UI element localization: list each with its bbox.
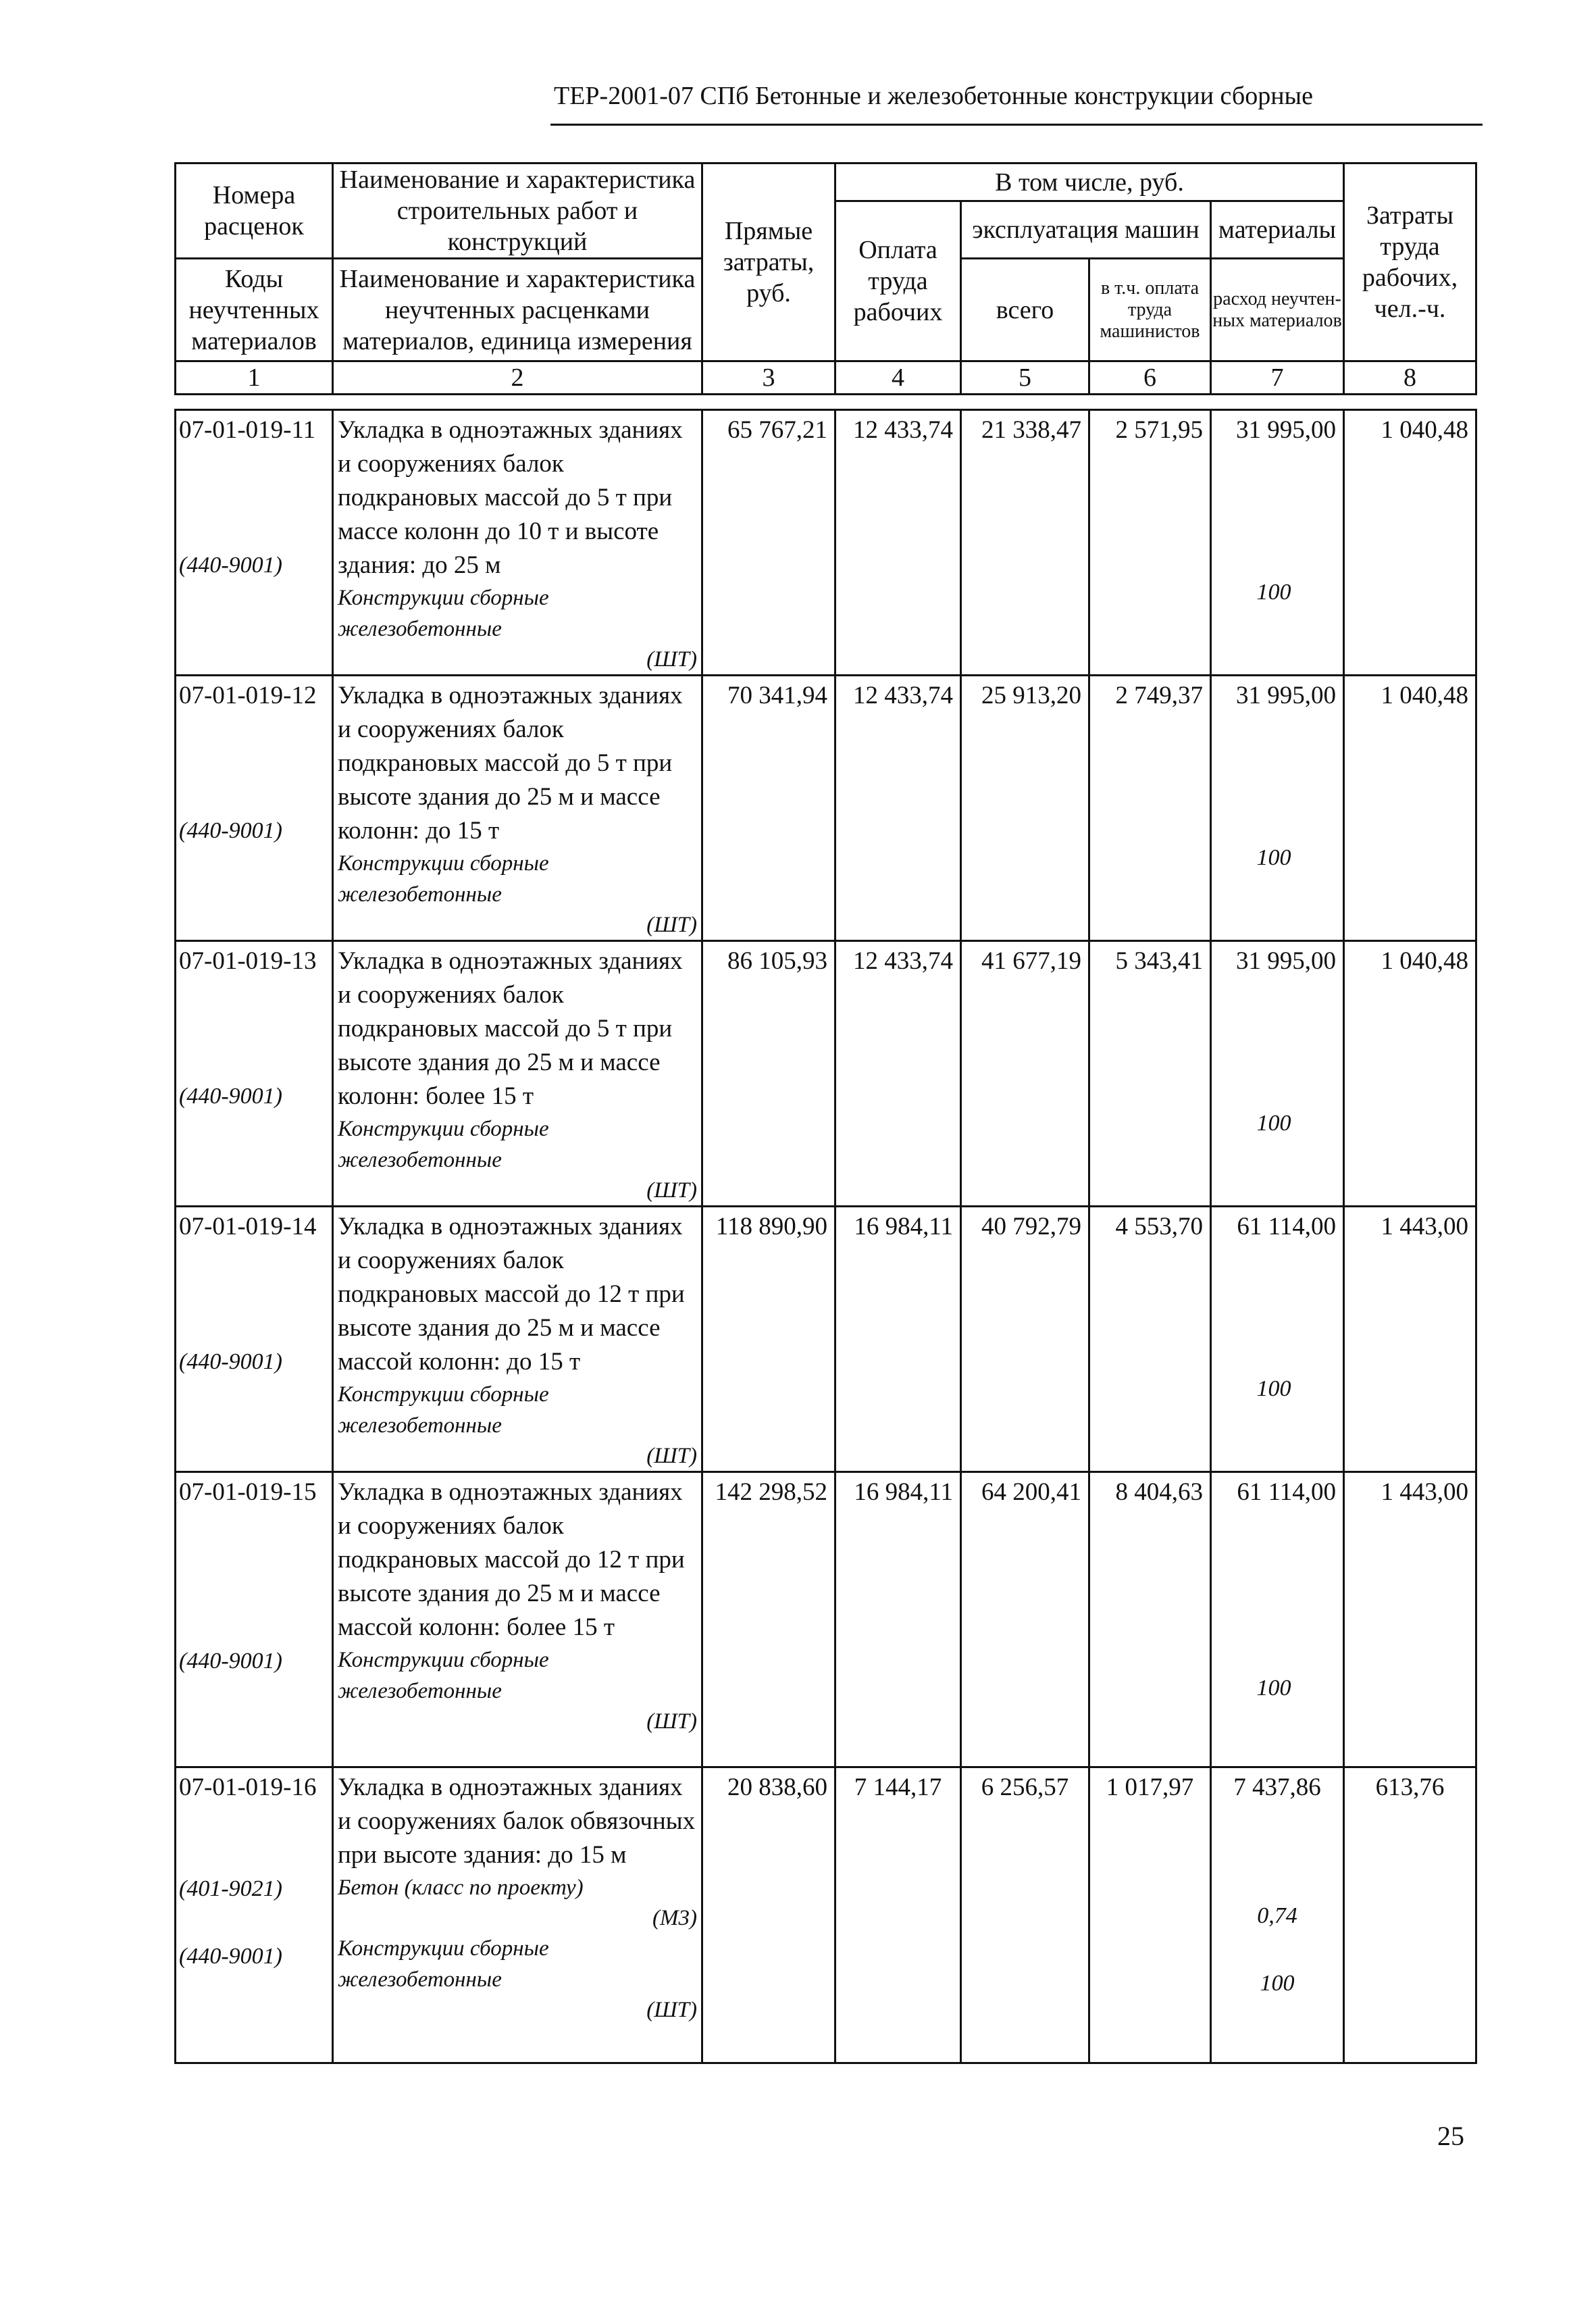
rate-code: 07-01-019-15 xyxy=(179,1478,317,1506)
labor-hours: 1 443,00 xyxy=(1344,1472,1476,1767)
worker-pay: 7 144,17 xyxy=(835,1767,961,2063)
header-num-2: 2 xyxy=(333,361,702,395)
materials-cost: 7 437,86 xyxy=(1233,1774,1321,1801)
machines-total: 6 256,57 xyxy=(961,1767,1089,2063)
direct-costs: 142 298,52 xyxy=(702,1472,835,1767)
materials-cost: 31 995,00 xyxy=(1236,416,1336,444)
header-machines: эксплуатация машин xyxy=(961,201,1211,259)
operator-pay: 5 343,41 xyxy=(1089,941,1211,1207)
material-quantity: 0,74 xyxy=(1257,1903,1297,1928)
machines-total: 41 677,19 xyxy=(961,941,1089,1207)
table-row xyxy=(176,410,1476,676)
materials-cost: 31 995,00 xyxy=(1236,947,1336,975)
header-labor-hours: Затраты труда рабочих, чел.-ч. xyxy=(1344,164,1476,361)
labor-hours: 613,76 xyxy=(1344,1767,1476,2063)
rate-code: 07-01-019-12 xyxy=(179,682,317,709)
operator-pay: 2 749,37 xyxy=(1089,676,1211,941)
worker-pay: 12 433,74 xyxy=(835,410,961,676)
material-unit: (ШТ) xyxy=(646,1709,697,1734)
page-number: 25 xyxy=(1437,2121,1464,2151)
header-num-6: 6 xyxy=(1089,361,1211,395)
header-rate-numbers: Номера расценок xyxy=(176,164,333,259)
work-title: Укладка в одноэтажных зданиях и сооружениях балок обвязочных при высоте здания: до 15 м xyxy=(338,1774,696,1869)
material-name: Конструкции сборные железобетонные xyxy=(338,1648,549,1703)
header-materials: материалы xyxy=(1211,201,1344,259)
running-head: ТЕР-2001-07 СПб Бетонные и железобетонные конструкции сборные xyxy=(554,82,1313,110)
material-quantity: 100 xyxy=(1256,580,1291,605)
table-row xyxy=(176,676,1476,941)
header-material-names: Наименование и характеристика неучтенных расценками материалов, единица измерения xyxy=(333,259,702,361)
materials-cost: 61 114,00 xyxy=(1237,1213,1336,1240)
operator-pay: 1 017,97 xyxy=(1089,1767,1211,2063)
material-unit: (ШТ) xyxy=(646,1444,697,1468)
material-quantity: 100 xyxy=(1256,845,1291,870)
material-unit: (ШТ) xyxy=(646,913,697,937)
material-code: (440-9001) xyxy=(179,818,282,843)
work-title: Укладка в одноэтажных зданиях и сооружениях балок подкрановых массой до 5 т при высоте здания до 25 м и массе колонн: более 15 т xyxy=(338,947,683,1110)
worker-pay: 16 984,11 xyxy=(835,1472,961,1767)
header-worker-pay: Оплата труда рабочих xyxy=(835,201,961,361)
table-header xyxy=(174,162,1477,395)
material-code: (401-9021) xyxy=(179,1876,282,1901)
operator-pay: 8 404,63 xyxy=(1089,1472,1211,1767)
material-name: Конструкции сборные железобетонные xyxy=(338,851,549,907)
material-name: Бетон (класс по проекту) xyxy=(338,1876,584,1900)
header-work-name: Наименование и характеристика строительных работ и конструкций xyxy=(333,164,702,259)
rate-code: 07-01-019-16 xyxy=(179,1774,317,1801)
header-including: В том числе, руб. xyxy=(835,164,1344,201)
materials-cost: 61 114,00 xyxy=(1237,1478,1336,1506)
material-code: (440-9001) xyxy=(179,1084,282,1109)
material-quantity: 100 xyxy=(1256,1111,1291,1136)
header-rule xyxy=(550,124,1483,126)
material-name: Конструкции сборные железобетонные xyxy=(338,1382,549,1438)
work-title: Укладка в одноэтажных зданиях и сооружениях балок подкрановых массой до 12 т при высоте здания до 25 м и массе массой колонн: до 15 т xyxy=(338,1213,685,1376)
material-name: Конструкции сборные железобетонные xyxy=(338,586,549,641)
rate-code: 07-01-019-14 xyxy=(179,1213,317,1240)
header-num-8: 8 xyxy=(1344,361,1476,395)
labor-hours: 1 443,00 xyxy=(1344,1207,1476,1472)
rate-code: 07-01-019-11 xyxy=(179,416,316,444)
header-num-3: 3 xyxy=(702,361,835,395)
header-num-7: 7 xyxy=(1211,361,1344,395)
table-row xyxy=(176,1472,1476,1767)
material-code: (440-9001) xyxy=(179,1944,282,1969)
machines-total: 40 792,79 xyxy=(961,1207,1089,1472)
machines-total: 25 913,20 xyxy=(961,676,1089,941)
work-title: Укладка в одноэтажных зданиях и сооружениях балок подкрановых массой до 5 т при массе колонн до 10 т и высоте здания: до 25 м xyxy=(338,416,683,579)
rates-table xyxy=(174,409,1477,2064)
labor-hours: 1 040,48 xyxy=(1344,941,1476,1207)
table-row xyxy=(176,1767,1476,2063)
materials-cost: 31 995,00 xyxy=(1236,682,1336,709)
header-material-codes: Коды неучтенных материалов xyxy=(176,259,333,361)
header-direct-costs: Прямые затраты, руб. xyxy=(702,164,835,361)
header-num-5: 5 xyxy=(961,361,1089,395)
worker-pay: 12 433,74 xyxy=(835,676,961,941)
table-row xyxy=(176,941,1476,1207)
direct-costs: 86 105,93 xyxy=(702,941,835,1207)
material-unit: (ШТ) xyxy=(646,1998,697,2022)
work-title: Укладка в одноэтажных зданиях и сооружениях балок подкрановых массой до 12 т при высоте здания до 25 м и массе массой колонн: более 15 т xyxy=(338,1478,685,1641)
direct-costs: 20 838,60 xyxy=(702,1767,835,2063)
material-name: Конструкции сборные железобетонные xyxy=(338,1117,549,1172)
work-title: Укладка в одноэтажных зданиях и сооружениях балок подкрановых массой до 5 т при высоте здания до 25 м и массе колонн: до 15 т xyxy=(338,682,683,845)
table-row xyxy=(176,1207,1476,1472)
header-machines-total: всего xyxy=(961,259,1089,361)
worker-pay: 16 984,11 xyxy=(835,1207,961,1472)
material-code: (440-9001) xyxy=(179,1349,282,1374)
operator-pay: 2 571,95 xyxy=(1089,410,1211,676)
direct-costs: 70 341,94 xyxy=(702,676,835,941)
material-unit: (ШТ) xyxy=(646,647,697,672)
material-code: (440-9001) xyxy=(179,1649,282,1674)
material-quantity: 100 xyxy=(1260,1971,1295,1996)
header-num-1: 1 xyxy=(176,361,333,395)
material-unit: (ШТ) xyxy=(646,1178,697,1203)
header-operator-pay: в т.ч. оплата труда машинистов xyxy=(1089,259,1211,361)
header-num-4: 4 xyxy=(835,361,961,395)
material-quantity: 100 xyxy=(1256,1676,1291,1701)
material-code: (440-9001) xyxy=(179,553,282,578)
labor-hours: 1 040,48 xyxy=(1344,410,1476,676)
header-unaccounted-materials: расход неучтен-ных материалов xyxy=(1211,259,1344,361)
direct-costs: 118 890,90 xyxy=(702,1207,835,1472)
machines-total: 21 338,47 xyxy=(961,410,1089,676)
worker-pay: 12 433,74 xyxy=(835,941,961,1207)
material-name: Конструкции сборные железобетонные xyxy=(338,1936,549,1992)
operator-pay: 4 553,70 xyxy=(1089,1207,1211,1472)
material-unit: (М3) xyxy=(652,1906,697,1930)
material-quantity: 100 xyxy=(1256,1376,1291,1401)
direct-costs: 65 767,21 xyxy=(702,410,835,676)
machines-total: 64 200,41 xyxy=(961,1472,1089,1767)
labor-hours: 1 040,48 xyxy=(1344,676,1476,941)
rate-code: 07-01-019-13 xyxy=(179,947,317,975)
